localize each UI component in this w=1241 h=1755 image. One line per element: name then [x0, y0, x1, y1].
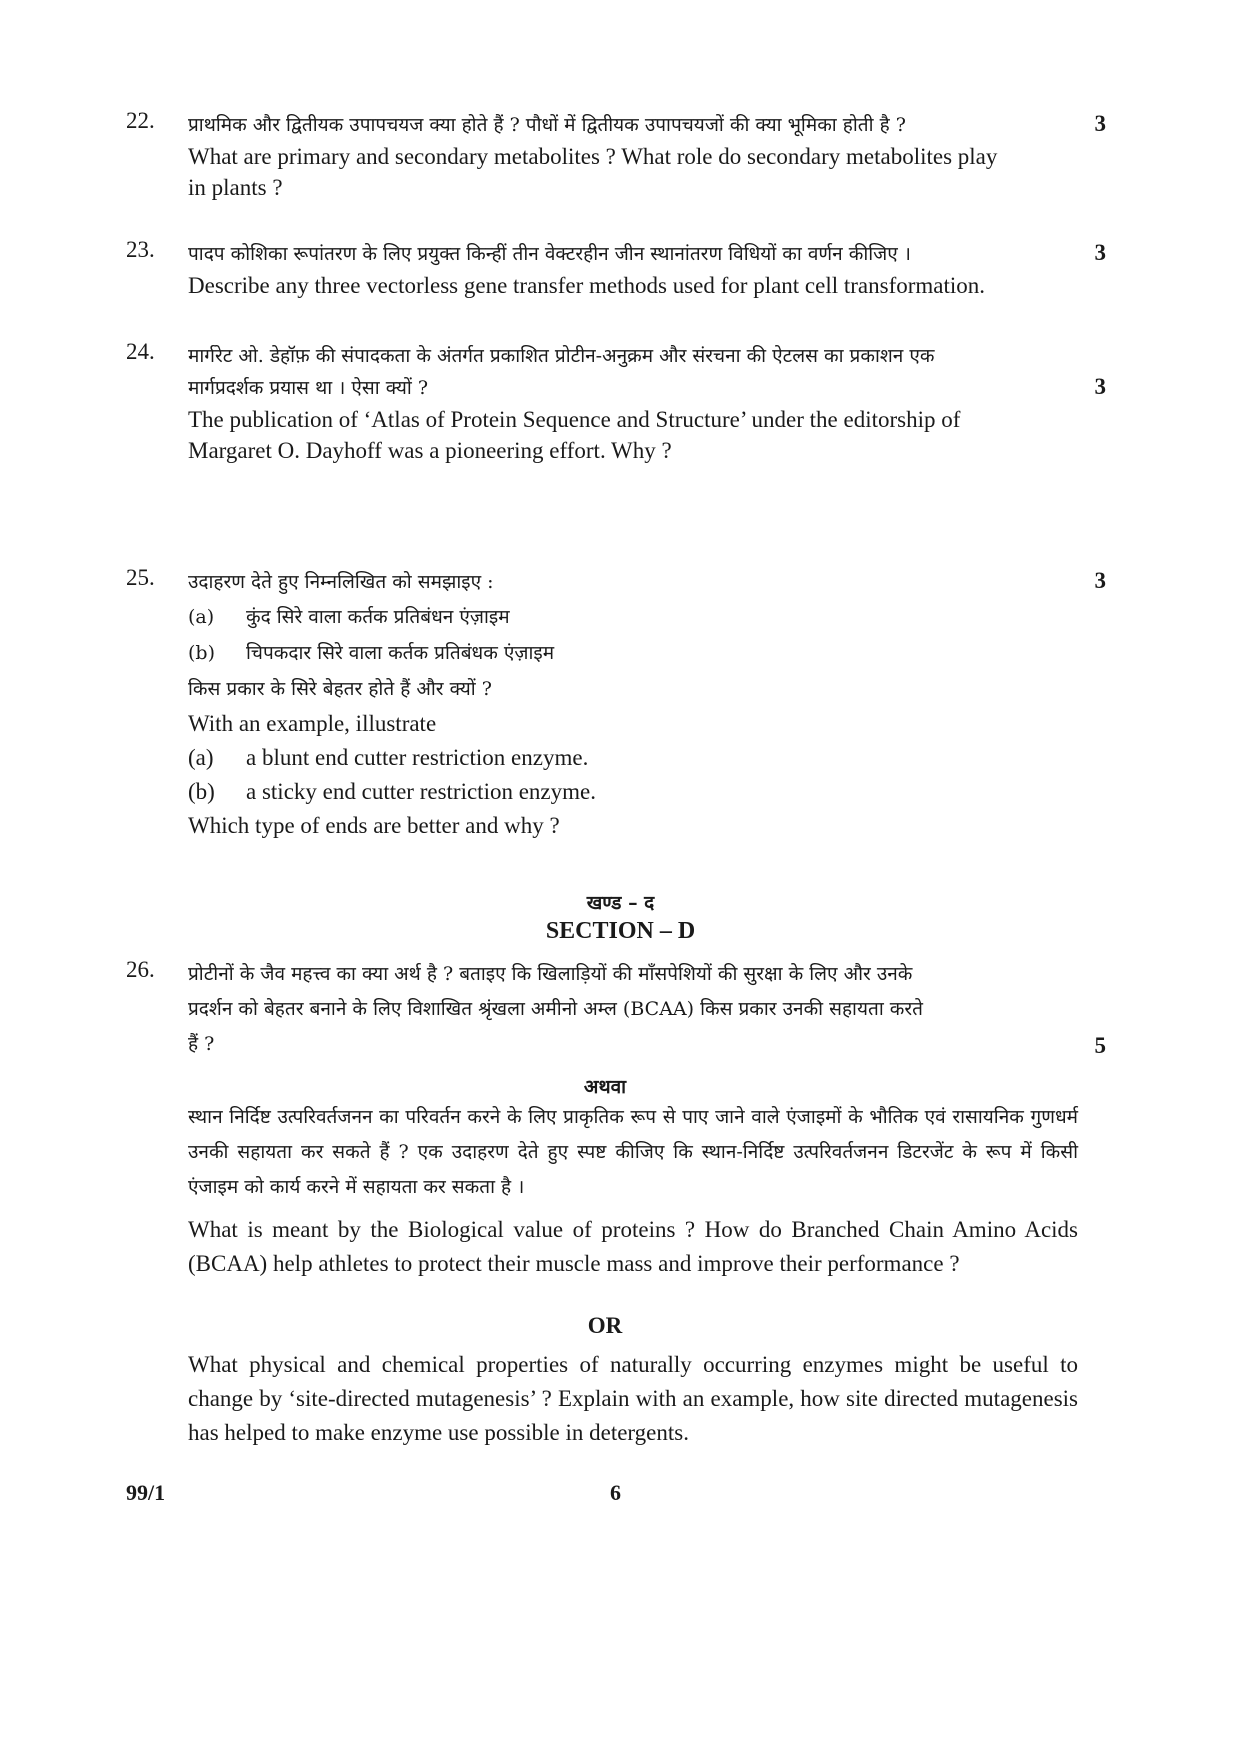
- sub-label: (b): [188, 642, 215, 664]
- marks: 3: [1094, 374, 1106, 399]
- section-heading-english: SECTION – D: [545, 918, 696, 944]
- page-number: 6: [610, 1480, 621, 1505]
- question-text-hindi: प्राथमिक और द्वितीयक उपापचयज क्या होते हैं ? पौधों में द्वितीयक उपापचयजों की क्या भूमिका होती है ?: [188, 114, 906, 136]
- question-number: 23.: [126, 237, 155, 262]
- section-heading-hindi: खण्ड – द: [586, 892, 655, 914]
- question-text-hindi: किस प्रकार के सिरे बेहतर होते हैं और क्यों ?: [188, 678, 492, 700]
- sub-part-b-english: [188, 779, 596, 805]
- sub-text: चिपकदार सिरे वाला कर्तक प्रतिबंधक एंज़ाइम: [246, 642, 555, 664]
- question-text-english: Margaret O. Dayhoff was a pioneering effort. Why ?: [188, 438, 672, 463]
- marks: 3: [1094, 240, 1106, 265]
- sub-part-a-hindi: [188, 603, 510, 629]
- sub-label: (a): [188, 606, 215, 628]
- question-text-english: Which type of ends are better and why ?: [188, 813, 560, 838]
- question-text-english: What are primary and secondary metabolites ? What role do secondary metabolites play: [188, 144, 998, 169]
- question-text-english: The publication of ‘Atlas of Protein Sequence and Structure’ under the editorship of: [188, 407, 961, 432]
- question-text-hindi: प्रदर्शन को बेहतर बनाने के लिए विशाखित श्रृंखला अमीनो अम्ल (BCAA) किस प्रकार उनकी सहायता करते: [188, 998, 923, 1020]
- sub-label: (b): [188, 779, 215, 804]
- marks: 5: [1094, 1033, 1106, 1058]
- sub-label: (a): [188, 745, 214, 770]
- question-text-english: in plants ?: [188, 175, 283, 200]
- marks: 3: [1094, 111, 1106, 136]
- alternative-question-hindi: स्थान निर्दिष्ट उत्परिवर्तजनन का परिवर्तन करने के लिए प्राकृतिक रूप से पाए जाने वाले एंजाइमों के भौतिक एवं रासायनिक गुणधर्म उनकी सहायता कर सकते हैं ? एक उदाहरण देते हुए स्पष्ट कीजिए कि स्थान-निर्दिष्ट उत्परिवर्तजनन डिटरजेंट के रूप में किसी एंजाइम को कार्य करने में सहायता कर सकता है ।: [188, 1106, 1078, 1198]
- or-label-hindi: अथवा: [583, 1076, 627, 1098]
- question-number: 22.: [126, 108, 155, 133]
- marks: 3: [1094, 568, 1106, 593]
- question-text-english: Describe any three vectorless gene transfer methods used for plant cell transformation.: [188, 273, 986, 298]
- or-label-english: OR: [587, 1313, 623, 1338]
- sub-part-b-hindi: [188, 639, 554, 665]
- question-number: 25.: [126, 565, 155, 590]
- question-text-hindi: पादप कोशिका रूपांतरण के लिए प्रयुक्त किन्हीं तीन वेक्टरहीन जीन स्थानांतरण विधियों का वर्णन कीजिए ।: [188, 243, 912, 265]
- alternative-question-english: What physical and chemical properties of naturally occurring enzymes might be useful to change by ‘site-directed mutagenesis’ ? Explain with an example, how site directed mutagenesis has helped to make enzyme use possible in detergents.: [188, 1352, 1078, 1445]
- sub-part-a-english: [188, 745, 588, 771]
- question-text-hindi: प्रोटीनों के जैव महत्त्व का क्या अर्थ है ? बताइए कि खिलाड़ियों की माँसपेशियों की सुरक्षा के लिए और उनके: [188, 963, 913, 985]
- question-text-hindi: उदाहरण देते हुए निम्नलिखित को समझाइए :: [188, 571, 494, 593]
- sub-text: कुंद सिरे वाला कर्तक प्रतिबंधन एंज़ाइम: [246, 606, 510, 628]
- sub-text: a sticky end cutter restriction enzyme.: [246, 779, 596, 804]
- sub-text: a blunt end cutter restriction enzyme.: [246, 745, 589, 770]
- question-number: 26.: [126, 957, 155, 982]
- question-text-hindi: मार्गप्रदर्शक प्रयास था । ऐसा क्यों ?: [188, 377, 429, 399]
- paper-code: 99/1: [126, 1480, 166, 1505]
- question-26-english: What is meant by the Biological value of proteins ? How do Branched Chain Amino Acids (BCAA) help athletes to protect their muscle mass and improve their performance ?: [188, 1217, 1078, 1276]
- question-text-english: With an example, illustrate: [188, 711, 437, 736]
- question-text-hindi: मार्गरेट ओ. डेहॉफ़ की संपादकता के अंतर्गत प्रकाशित प्रोटीन-अनुक्रम और संरचना की ऐटलस का प्रकाशन एक: [188, 345, 935, 367]
- question-text-hindi: हैं ?: [188, 1033, 215, 1055]
- question-number: 24.: [126, 339, 155, 364]
